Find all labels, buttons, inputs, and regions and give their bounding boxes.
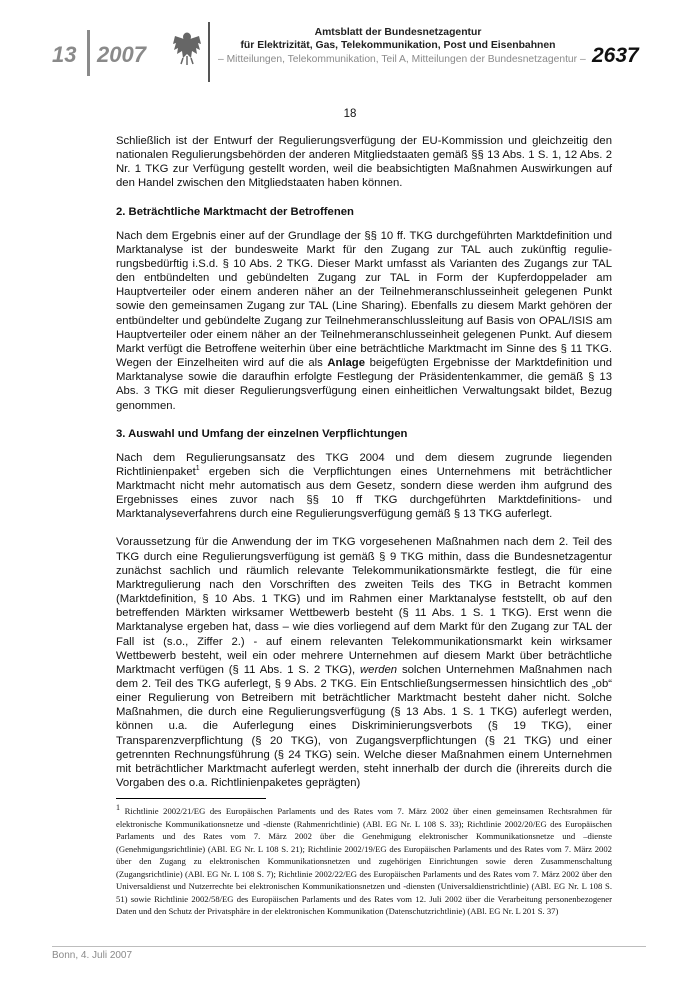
section-heading-2: 2. Beträchtliche Marktmacht der Betroffenen [116,205,354,218]
paragraph-2 [116,229,612,413]
footer-date: Bonn, 4. Juli 2007 [52,950,133,961]
page-number: 2637 [592,44,639,67]
header-divider [208,22,210,82]
paragraph-3-part-a: Nach dem Regulierungsansatz des TKG 2004 und dem diesem zugrunde liegenden Richtlinienpaket [116,451,612,478]
page-header [0,0,700,110]
issue-year: 2007 [97,42,146,67]
paragraph-4-part-a: Voraussetzung für die Anwendung der im TKG vorgesehenen Maßnahmen nach dem 2. Teil des TKG durch eine Regulierungsverfügung ist gemäß § 9 TKG mithin, dass die Bundesnetzagentur zunächst sachlich und räumlich relevante Telekommunikationsmärkte festlegt, die für eine Marktregulierung nach den Vorschriften des zweiten Teils des TKG in Betracht kommen (Marktdefinition, § 10 Abs. 1 TKG) und im Rahmen einer Marktanalyse feststellt, ob auf den betreffenden Märkten wirksamer Wettbewerb besteht (§ 11 Abs. 1 S. 1 TKG). Erst wenn die Marktanalyse ergeben hat, dass – wie dies vorliegend auf dem Markt für den Zugang zur TAL der Fall ist (s.o., Ziffer 2.) - auf einem relevanten Telekommunikationsmarkt kein wirksamer Wettbewerb besteht, weil ein oder mehrere Unternehmen auf diesem Markt über beträchtliche Marktmacht verfügen (§ 11 Abs. 1 S. 2 TKG), [116,536,612,676]
emphasis-werden: werden [360,663,398,676]
issue-separator [87,30,90,76]
paragraph-1: Schließlich ist der Entwurf der Regulierungsverfügung der EU-Kommission und gleichzeitig den nationalen Regulierungsbehörden der anderen Mitgliedstaaten gemäß §§ 13 Abs. 1 S. 1, 12 Abs. 2 Nr. 1 TKG zur Verfügung gestellt worden, weil die beabsichtigten Maßnahmen Auswirkungen auf den Handel zwischen den Mitgliedstaaten haben können. [116,135,612,190]
paragraph-2-part-a: Nach dem Ergebnis einer auf der Grundlage der §§ 10 ff. TKG durchgeführten Marktdefinition und Marktanalyse ist der bundesweite Markt für den Zugang zur TAL auch zukünftig regulierungsbedürftig i.S.d. § 10 Abs. 2 TKG. Dieser Markt umfasst als Varianten des Zugangs zur TAL den entbündelten und gebündelten Zugang zur TAL in Form der Kupferdoppelader am Hauptverteiler oder einem anderen näher an der Teilnehmeranschlusseinheit gelegenen Punkt sowie den gemeinsamen Zugang zur TAL (Line Sharing). Ebenfalls zu diesem Markt gehören der entbündelter und gebündelte Zugang zur Teilnehmeranschlussleitung auf Basis von OPAL/ISIS am Hauptverteiler oder einem näher an der Teilnehmeranschlusseinheit gelegenen Punkt. Auf diesem Markt verfügt die Betroffene weiterhin über eine beträchtliche Marktmacht im Sinne des § 11 TKG. Wegen der Einzelheiten wird auf die als [116,229,612,370]
paragraph-2-part-b: beigefügten Ergebnisse der Marktdefinition und Marktanalyse sowie die daraufhin erfolgte Festlegung der Präsidentenkammer, die gemäß § 13 Abs. 3 TKG mit dieser Regulierungsverfügung einen einheitlichen Verwaltungsakt bildet, Bezug genommen. [116,357,613,412]
footnote [116,805,612,918]
footnote-separator [116,798,266,799]
paragraph-3 [116,451,612,522]
paragraph-4 [116,535,612,790]
inner-page-number: 18 [343,108,357,120]
journal-subtitle: – Mitteilungen, Telekommunikation, Teil A, Mitteilungen der Bundesnetzagentur – [218,54,586,65]
footnote-reference: 1 [195,465,200,473]
journal-title-line2: für Elektrizität, Gas, Telekommunikation, Post und Eisenbahnen [240,39,556,51]
journal-title-line1: Amtsblatt der Bundesnetzagentur [314,27,482,38]
footnote-text: Richtlinie 2002/21/EG des Europäischen Parlaments und des Rates vom 7. März 2002 über einen gemeinsamen Rechtsrahmen für elektronische Kommunikationsnetze und -dienste (Rahmenrichtlinie) (ABl. EG Nr. L 108 S. 33); Richtlinie 2002/20/EG des Europäischen Parlaments und des Rates vom 7. März 2002 über die Genehmigung elektronischer Kommunikationsnetze und –dienste (Genehmigungsrichtlinie) (ABl. EG Nr. L 108 S. 21); Richtlinie 2002/19/EG des Europäischen Parlaments und des Rates vom 7. März 2002 über den Zugang zu elektronischen Kommunikationsnetzen und zugehörigen Einrichtungen sowie deren Zusammenschaltung (Zugangsrichtlinie) (ABl. EG Nr. L 108 S. 7); Richtlinie 2002/22/EG des Europäischen Parlaments und des Rates vom 7. März 2002 über den Universaldienst und Nutzerrechte bei elektronischen Kommunikationsnetzen und -diensten (Universaldienstrichtlinie) (ABl. EG Nr. L 108 S. 51) sowie Richtlinie 2002/58/EG des Europäischen Parlaments und des Rates vom 12. Juli 2002 über die Verarbeitung personenbezogener Daten und den Schutz der Privatsphäre in der elektronischen Kommunikation (Datenschutzrichtlinie) (ABl. EG Nr. L 201 S. 37) [116,806,613,917]
journal-title [220,27,576,52]
paragraph-3-part-b: ergeben sich die Verpflichtungen eines Unternehmens mit beträchtlicher Marktmacht nicht mehr automatisch aus dem Gesetz, sondern diese werden ihm aufgrund des Ergebnisses eines zuvor nach §§ 10 ff TKG durchgeführten Marktdefinitions- und Marktanalyseverfahrens durch eine Regulierungsverfügung gemäß § 13 TKG auferlegt. [116,465,613,521]
federal-eagle-icon [172,30,202,66]
footnote-marker: 1 [116,803,120,813]
section-heading-3: 3. Auswahl und Umfang der einzelnen Verpflichtungen [116,427,408,440]
issue-number: 13 [52,42,77,67]
anlage-reference: Anlage [327,357,365,370]
paragraph-4-part-b: solchen Unternehmen Maßnahmen nach dem 2. Teil des TKG auferlegt, § 9 Abs. 2 TKG. Ein Entschließungsermessen hinsichtlich des „ob“ einer Regulierung von Betreibern mit beträchtlicher Marktmacht besteht daher nicht. Solche Maßnahmen, die durch eine Regulierungsverfügung (§ 13 Abs. 1 S. 1 TKG) auferlegt werden, können u.a. die Auferlegung eines Diskriminierungsverbots (§ 19 TKG), einer Transparenzverpflichtung (§ 20 TKG), von Zugangsverpflichtungen (§ 21 TKG) und einer getrennten Rechnungsführung (§ 24 TKG) sein. Welche dieser Maßnahmen einem Unternehmen mit beträchtlicher Marktmacht auferlegt werden, steht innerhalb der durch die (ihrereits durch die Vorgaben des o.a. Richtlinienpaketes geprägten) [116,663,612,790]
document-body [116,134,612,932]
footer-rule [52,946,646,947]
